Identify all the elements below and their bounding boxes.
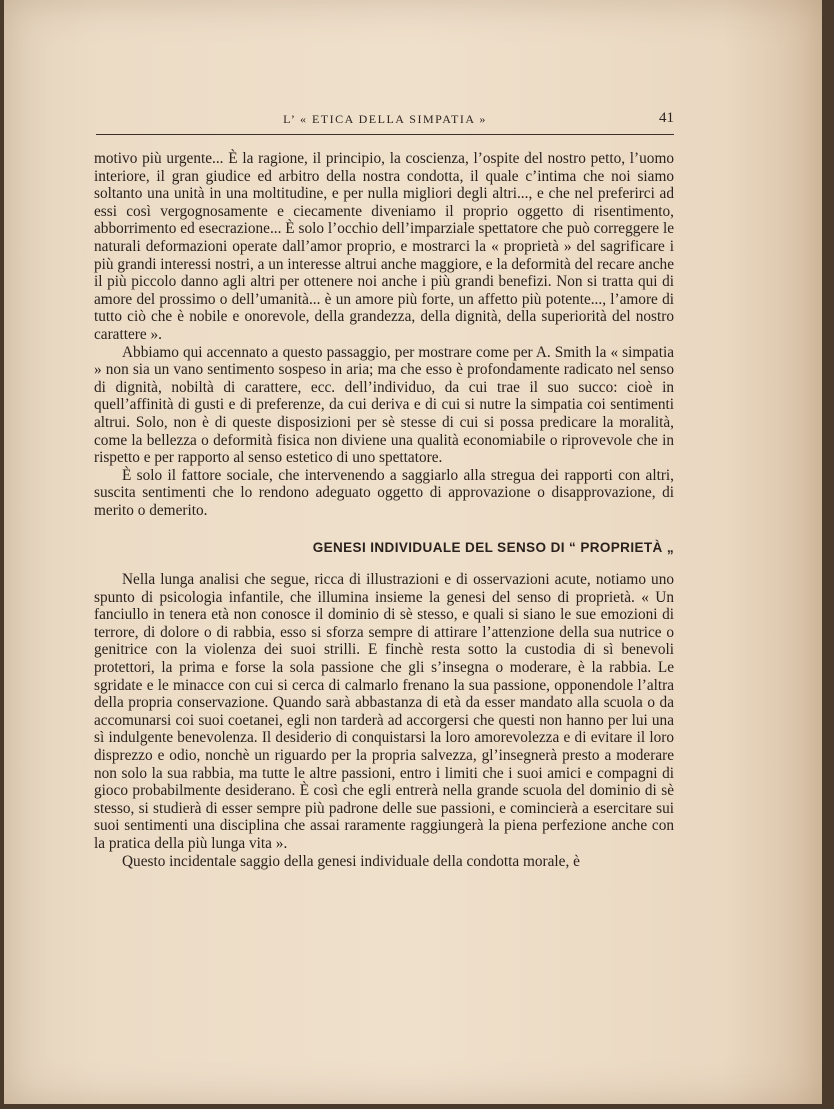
page-number: 41: [659, 110, 674, 126]
section-heading: GENESI INDIVIDUALE DEL SENSO DI “ PROPRIETÀ „: [312, 540, 674, 556]
paragraph: motivo più urgente... È la ragione, il principio, la coscienza, l’ospite del nostro petto, l’uomo interiore, il gran giudice ed arbitro della nostra condotta, il quale c’intima che noi siamo soltanto una unità in una moltitudine, e per nulla migliori degli altri..., e che nel preferirci ad essi così vergognosamente e ciecamente diveniamo il proprio oggetto di risentimento, abborrimento ed esecrazione... È solo l’occhio dell’imparziale spettatore che può correggere le naturali deformazioni operate dall’amor proprio, e mostrarci la « proprietà » del sagrificare i più grandi interessi nostri, a un interesse altrui anche maggiore, e la deformità del recare anche il più piccolo danno agli altri per ottenere noi anche i più grandi benefizi. Non si tratta qui di amore del prossimo o dell’umanità... è un amore più forte, un affetto più potente..., l’amore di tutto ciò che è nobile e onorevole, della grandezza, della dignità, della superiorità del nostro carattere ».: [94, 150, 674, 343]
paragraph: Abbiamo qui accennato a questo passaggio, per mostrare come per A. Smith la « simpatia » non sia un vano sentimento sospeso in aria; ma che esso è profondamente radicato nel senso di dignità, nobiltà di carattere, ecc. dell’individuo, da cui trae il suo succo: cioè in quell’affinità di gusti e di preferenze, da cui deriva e di cui si nutre la simpatia coi sentimenti altrui. Solo, non è di queste disposizioni per sè stesse di cui si possa predicare la moralità, come la bellezza o deformità fisica non diviene una qualità economiabile o riprovevole che in rispetto e per rapporto al senso estetico di uno spettatore.: [94, 343, 674, 467]
paragraph: È solo il fattore sociale, che intervenendo a saggiarlo alla stregua dei rapporti con altri, suscita sentimenti che lo rendono adeguato oggetto di approvazione o disapprovazione, di merito o demerito.: [94, 466, 674, 519]
paragraph: Questo incidentale saggio della genesi individuale della condotta morale, è: [122, 852, 580, 870]
paragraph: Nella lunga analisi che segue, ricca di illustrazioni e di osservazioni acute, notiamo uno spunto di psicologia infantile, che illumina insieme la genesi del senso di proprietà. « Un fanciullo in tenera età non conosce il dominio di sè stesso, e quali si siano le sue emozioni di terrore, di dolore o di rabbia, esso si sforza sempre di attirare l’attenzione della sua nutrice o genitrice con la violenza dei suoi strilli. E finchè resta sotto la custodia di sì benevoli protettori, la prima e forse la sola passione che gli s’insegna o moderare, è la rabbia. Le sgridate e le minacce con cui si cerca di calmarlo frenano la sua passione, opponendole l’altra della propria conservazione. Quando sarà abbastanza di età da esser mandato alla scuola o da accomunarsi coi suoi coetanei, egli non tarderà ad accorgersi che questi non hanno per lui una sì indulgente benevolenza. Il desiderio di conquistarsi la loro amorevolezza e di evitare il loro disprezzo e odio, nonchè un riguardo per la propria salvezza, gl’insegnerà presto a moderare non solo la sua rabbia, ma tutte le altre passioni, entro i limiti che i suoi amici e compagni di gioco probabilmente desiderano. È così che egli entrerà nella grande scuola del dominio di sè stesso, si studierà di esser sempre più padrone delle sue passioni, e comincierà a esercitare sui suoi sentimenti una disciplina che assai raramente raggiungerà la piena perfezione anche con la pratica della più lunga vita ».: [94, 571, 674, 852]
body-text: [94, 150, 674, 870]
page-header: [96, 112, 674, 135]
running-head: L’ « ETICA DELLA SIMPATIA »: [283, 112, 487, 126]
book-page: [4, 0, 822, 1104]
